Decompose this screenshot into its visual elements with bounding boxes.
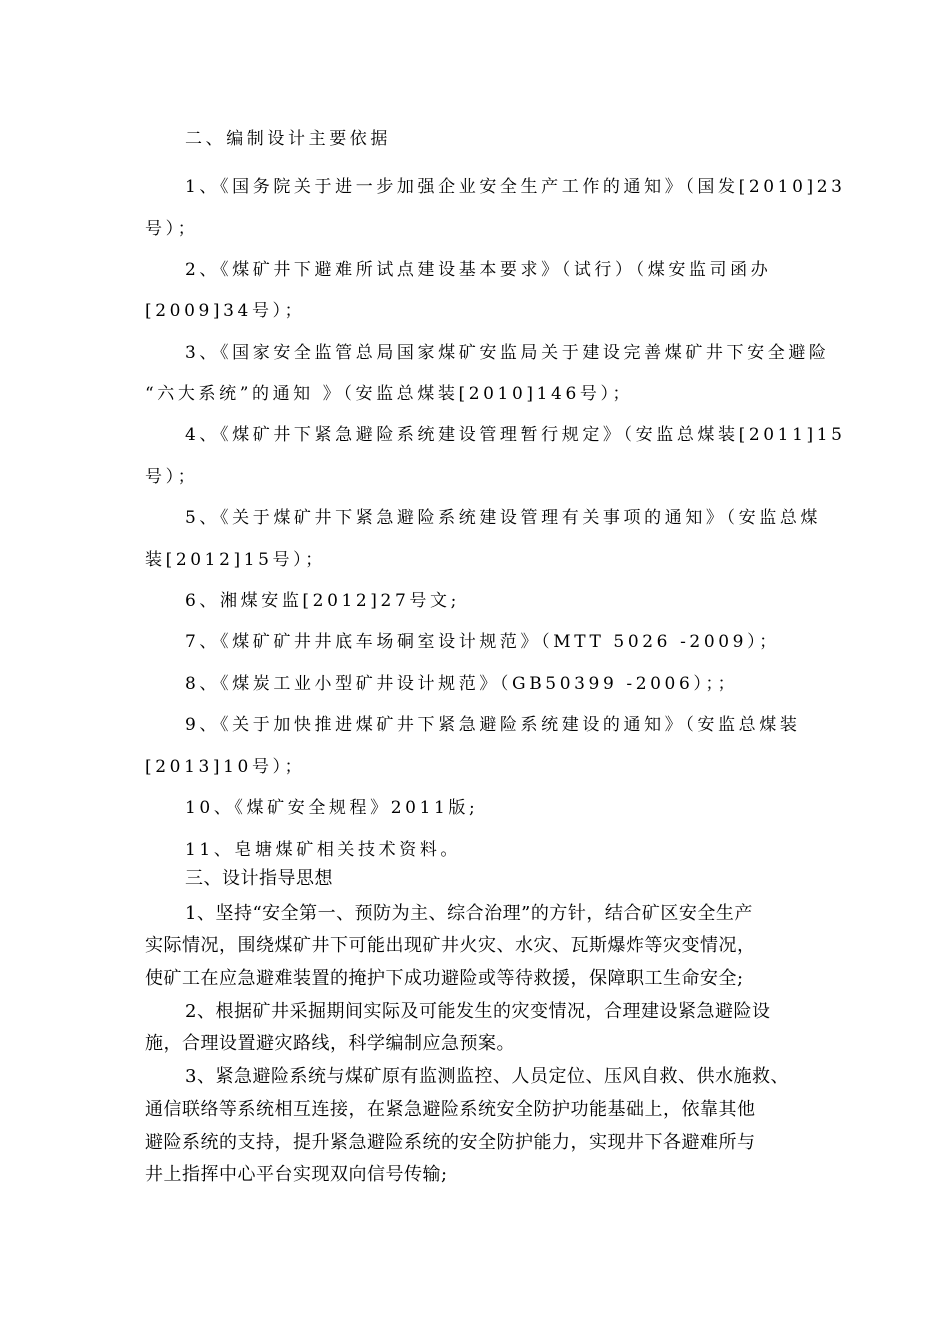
list-item-2-line-2: [2009]34号）； — [145, 301, 306, 321]
list-item-7: 7、《煤矿矿井井底车场硐室设计规范》（MTT 5026 -2009）； — [185, 632, 780, 652]
list-item-2-line-1: 2、《煤矿井下避难所试点建设基本要求》（试行）（煤安监司函办 — [185, 260, 772, 280]
paragraph-1-line-3: 使矿工在应急避难装置的掩护下成功避险或等待救援，保障职工生命安全; — [145, 968, 744, 989]
list-item-4-line-1: 4、《煤矿井下紧急避险系统建设管理暂行规定》（安监总煤装[2011]15 — [185, 425, 846, 445]
section-heading-guiding-principles: 三、设计指导思想 — [185, 868, 333, 889]
list-item-10: 10、《煤矿安全规程》2011版; — [185, 798, 479, 818]
list-item-4-line-2: 号）； — [145, 467, 199, 487]
paragraph-1-line-2: 实际情况，围绕煤矿井下可能出现矿井火灾、水灾、瓦斯爆炸等灾变情况， — [145, 935, 756, 956]
paragraph-1-line-1: 1、坚持“安全第一、预防为主、综合治理”的方针，结合矿区安全生产 — [185, 903, 753, 924]
list-item-8: 8、《煤炭工业小型矿井设计规范》（GB50399 -2006）；； — [185, 674, 739, 694]
list-item-9-line-2: [2013]10号）； — [145, 757, 306, 777]
list-item-9-line-1: 9、《关于加快推进煤矿井下紧急避险系统建设的通知》（安监总煤装 — [185, 715, 801, 735]
list-item-1-line-2: 号）； — [145, 219, 199, 239]
paragraph-3-line-2: 通信联络等系统相互连接，在紧急避险系统安全防护功能基础上，依靠其他 — [145, 1099, 756, 1120]
list-item-5-line-1: 5、《关于煤矿井下紧急避险系统建设管理有关事项的通知》（安监总煤 — [185, 508, 822, 528]
paragraph-2-line-1: 2、根据矿井采掘期间实际及可能发生的灾变情况，合理建设紧急避险设 — [185, 1001, 771, 1022]
section-heading-basis: 二、编制设计主要依据 — [185, 129, 391, 149]
list-item-3-line-1: 3、《国家安全监管总局国家煤矿安监局关于建设完善煤矿井下安全避险 — [185, 343, 830, 363]
list-item-1-line-1: 1、《国务院关于进一步加强企业安全生产工作的通知》（国发[2010]23 — [185, 177, 846, 197]
paragraph-3-line-3: 避险系统的支持，提升紧急避险系统的安全防护能力，实现井下各避难所与 — [145, 1132, 756, 1153]
list-item-11: 11、皂塘煤矿相关技术资料。 — [185, 840, 462, 860]
paragraph-3-line-4: 井上指挥中心平台实现双向信号传输; — [145, 1164, 448, 1185]
paragraph-2-line-2: 施，合理设置避灾路线，科学编制应急预案。 — [145, 1033, 515, 1054]
paragraph-3-line-1: 3、紧急避险系统与煤矿原有监测监控、人员定位、压风自救、供水施救、 — [185, 1066, 789, 1087]
list-item-6: 6、湘煤安监[2012]27号文; — [185, 591, 460, 611]
list-item-3-line-2: “六大系统”的通知 》（安监总煤装[2010]146号）； — [145, 384, 634, 404]
list-item-5-line-2: 装[2012]15号）； — [145, 550, 326, 570]
